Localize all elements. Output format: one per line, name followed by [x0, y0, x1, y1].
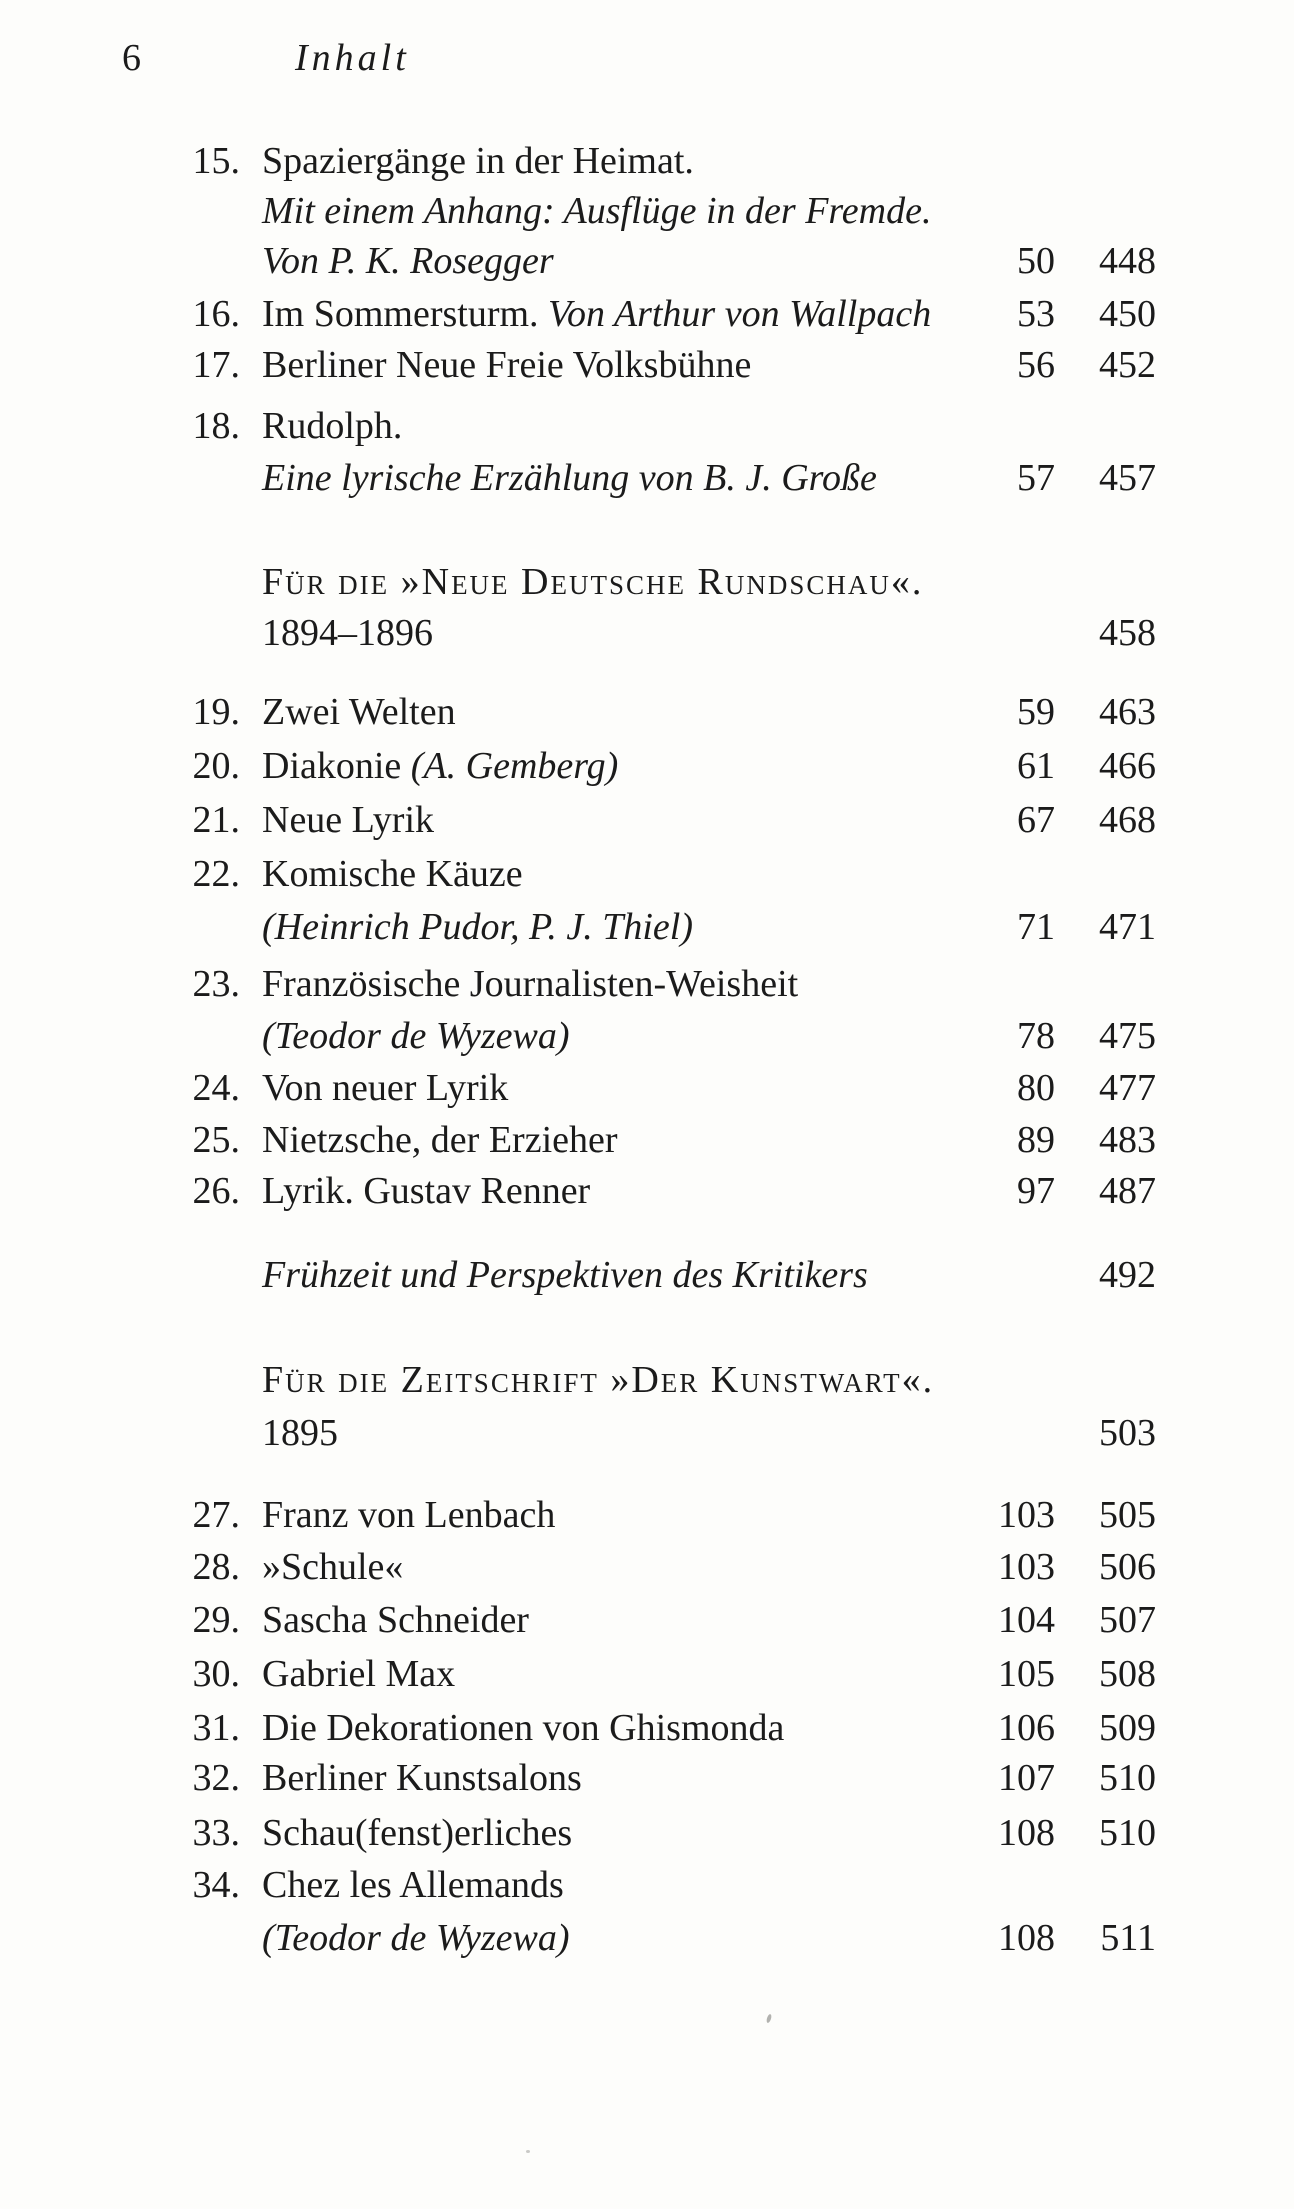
page-folio: 6 [122, 37, 141, 79]
book-page-number: 506 [1099, 1546, 1156, 1588]
entry-title: Neue Lyrik [262, 799, 435, 841]
toc-entry-23-line-1 [0, 962, 1294, 1014]
toc-entry-22-line-2 [0, 905, 1294, 957]
scan-artifact [526, 2150, 530, 2153]
entry-title: Französische Journalisten-Weisheit [262, 963, 799, 1005]
entry-title [262, 292, 1002, 336]
book-page-number: 505 [1099, 1494, 1156, 1536]
toc-entry-23-line-2 [0, 1014, 1294, 1066]
section-years: 1894–1896 [262, 612, 433, 654]
toc-entry-30 [0, 1652, 1294, 1704]
book-page-number: 450 [1099, 293, 1156, 335]
entry-number: 34. [192, 1864, 240, 1906]
interlude-fruehzeit [0, 1253, 1294, 1305]
entry-title: Komische Käuze [262, 853, 523, 895]
toc-entry-33 [0, 1811, 1294, 1863]
toc-entry-34-line-2 [0, 1916, 1294, 1968]
entry-author: (Teodor de Wyzewa) [262, 1917, 570, 1959]
manuscript-page: 80 [1017, 1067, 1055, 1109]
entry-number: 23. [192, 963, 240, 1005]
manuscript-page: 57 [1017, 457, 1055, 499]
running-head [0, 36, 1294, 88]
entry-number: 26. [192, 1170, 240, 1212]
toc-entry-31 [0, 1706, 1294, 1758]
entry-number: 29. [192, 1599, 240, 1641]
entry-title-roman: Im Sommersturm. [262, 293, 549, 335]
entry-title: Sascha Schneider [262, 1599, 529, 1641]
entry-number: 30. [192, 1653, 240, 1695]
book-page-number: 466 [1099, 745, 1156, 787]
manuscript-page: 97 [1017, 1170, 1055, 1212]
toc-entry-25 [0, 1118, 1294, 1170]
entry-number: 18. [192, 405, 240, 447]
book-page-number: 509 [1099, 1707, 1156, 1749]
manuscript-page: 61 [1017, 745, 1055, 787]
toc-entry-20 [0, 744, 1294, 796]
book-page-number: 448 [1099, 240, 1156, 282]
entry-title: Rudolph. [262, 405, 403, 447]
entry-number: 31. [192, 1707, 240, 1749]
toc-entry-15-line-2 [0, 189, 1294, 241]
toc-entry-29 [0, 1598, 1294, 1650]
book-page-number: 471 [1099, 906, 1156, 948]
manuscript-page: 78 [1017, 1015, 1055, 1057]
entry-title: Schau(fenst)erliches [262, 1812, 573, 1854]
toc-entry-24 [0, 1066, 1294, 1118]
section-heading-rundschau-years [0, 611, 1294, 663]
entry-title [262, 744, 1002, 788]
entry-subtitle: Eine lyrische Erzählung von B. J. Große [262, 457, 877, 499]
entry-number: 17. [192, 344, 240, 386]
entry-title: Nietzsche, der Erzieher [262, 1119, 618, 1161]
page-title: Inhalt [295, 37, 410, 79]
manuscript-page: 104 [998, 1599, 1055, 1641]
entry-author: Von Arthur von Wallpach [548, 293, 932, 335]
toc-entry-19 [0, 690, 1294, 742]
entry-number: 24. [192, 1067, 240, 1109]
toc-entry-22-line-1 [0, 852, 1294, 904]
manuscript-page: 59 [1017, 691, 1055, 733]
section-heading-kunstwart-year [0, 1411, 1294, 1463]
entry-title: Von neuer Lyrik [262, 1067, 509, 1109]
manuscript-page: 89 [1017, 1119, 1055, 1161]
entry-author: (A. Gemberg) [410, 745, 619, 787]
entry-number: 19. [192, 691, 240, 733]
entry-number: 33. [192, 1812, 240, 1854]
book-page-number: 510 [1099, 1757, 1156, 1799]
entry-number: 25. [192, 1119, 240, 1161]
book-page-number: 477 [1099, 1067, 1156, 1109]
scan-artifact [766, 2014, 773, 2024]
toc-entry-27 [0, 1493, 1294, 1545]
toc-entry-17 [0, 343, 1294, 395]
book-page-number: 457 [1099, 457, 1156, 499]
entry-number: 20. [192, 745, 240, 787]
entry-number: 21. [192, 799, 240, 841]
entry-number: 22. [192, 853, 240, 895]
entry-title: Berliner Neue Freie Volksbühne [262, 344, 752, 386]
manuscript-page: 56 [1017, 344, 1055, 386]
entry-title: Gabriel Max [262, 1653, 456, 1695]
manuscript-page: 105 [998, 1653, 1055, 1695]
book-page-number: 503 [1099, 1412, 1156, 1454]
book-page-number: 487 [1099, 1170, 1156, 1212]
manuscript-page: 103 [998, 1494, 1055, 1536]
entry-title: Franz von Lenbach [262, 1494, 556, 1536]
book-page-number: 492 [1099, 1254, 1156, 1296]
toc-entry-16 [0, 292, 1294, 344]
toc-entry-15-line-1 [0, 139, 1294, 191]
entry-number: 28. [192, 1546, 240, 1588]
book-page-number: 458 [1099, 612, 1156, 654]
book-page-number: 452 [1099, 344, 1156, 386]
toc-entry-32 [0, 1756, 1294, 1808]
manuscript-page: 107 [998, 1757, 1055, 1799]
book-page-number: 511 [1100, 1917, 1156, 1959]
book-page-number: 507 [1099, 1599, 1156, 1641]
entry-number: 27. [192, 1494, 240, 1536]
book-page-number: 508 [1099, 1653, 1156, 1695]
entry-title: Lyrik. Gustav Renner [262, 1170, 591, 1212]
entry-title: Berliner Kunstsalons [262, 1757, 582, 1799]
entry-author: (Teodor de Wyzewa) [262, 1015, 570, 1057]
manuscript-page: 50 [1017, 240, 1055, 282]
toc-entry-28 [0, 1545, 1294, 1597]
entry-title: Zwei Welten [262, 691, 456, 733]
manuscript-page: 71 [1017, 906, 1055, 948]
manuscript-page: 67 [1017, 799, 1055, 841]
interlude-title: Frühzeit und Perspektiven des Kritikers [262, 1254, 868, 1296]
manuscript-page: 103 [998, 1546, 1055, 1588]
manuscript-page: 108 [998, 1917, 1055, 1959]
entry-title: Chez les Allemands [262, 1864, 564, 1906]
manuscript-page: 53 [1017, 293, 1055, 335]
toc-entry-18-line-1 [0, 404, 1294, 456]
entry-title: Spaziergänge in der Heimat. [262, 140, 694, 182]
toc-entry-15-line-3 [0, 239, 1294, 291]
toc-entry-21 [0, 798, 1294, 850]
manuscript-page: 108 [998, 1812, 1055, 1854]
entry-number: 16. [192, 293, 240, 335]
entry-title-roman: Diakonie [262, 745, 411, 787]
toc-entry-18-line-2 [0, 456, 1294, 508]
section-years: 1895 [262, 1412, 338, 1454]
toc-entry-26 [0, 1169, 1294, 1221]
section-heading-kunstwart [0, 1358, 1294, 1410]
entry-authors: (Heinrich Pudor, P. J. Thiel) [262, 906, 693, 948]
book-page-number: 463 [1099, 691, 1156, 733]
entry-title: »Schule« [262, 1546, 404, 1588]
book-page-number: 475 [1099, 1015, 1156, 1057]
entry-number: 15. [192, 140, 240, 182]
manuscript-page: 106 [998, 1707, 1055, 1749]
section-heading-rundschau [0, 560, 1294, 612]
entry-title: Die Dekorationen von Ghismonda [262, 1707, 785, 1749]
book-page-number: 468 [1099, 799, 1156, 841]
entry-author: Von P. K. Rosegger [262, 240, 554, 282]
entry-subtitle: Mit einem Anhang: Ausflüge in der Fremde. [262, 190, 932, 232]
toc-entry-34-line-1 [0, 1863, 1294, 1915]
entry-number: 32. [192, 1757, 240, 1799]
section-title: Für die Zeitschrift »Der Kunstwart«. [262, 1359, 935, 1401]
book-page-number: 510 [1099, 1812, 1156, 1854]
book-page-number: 483 [1099, 1119, 1156, 1161]
section-title: Für die »Neue Deutsche Rundschau«. [262, 561, 924, 603]
